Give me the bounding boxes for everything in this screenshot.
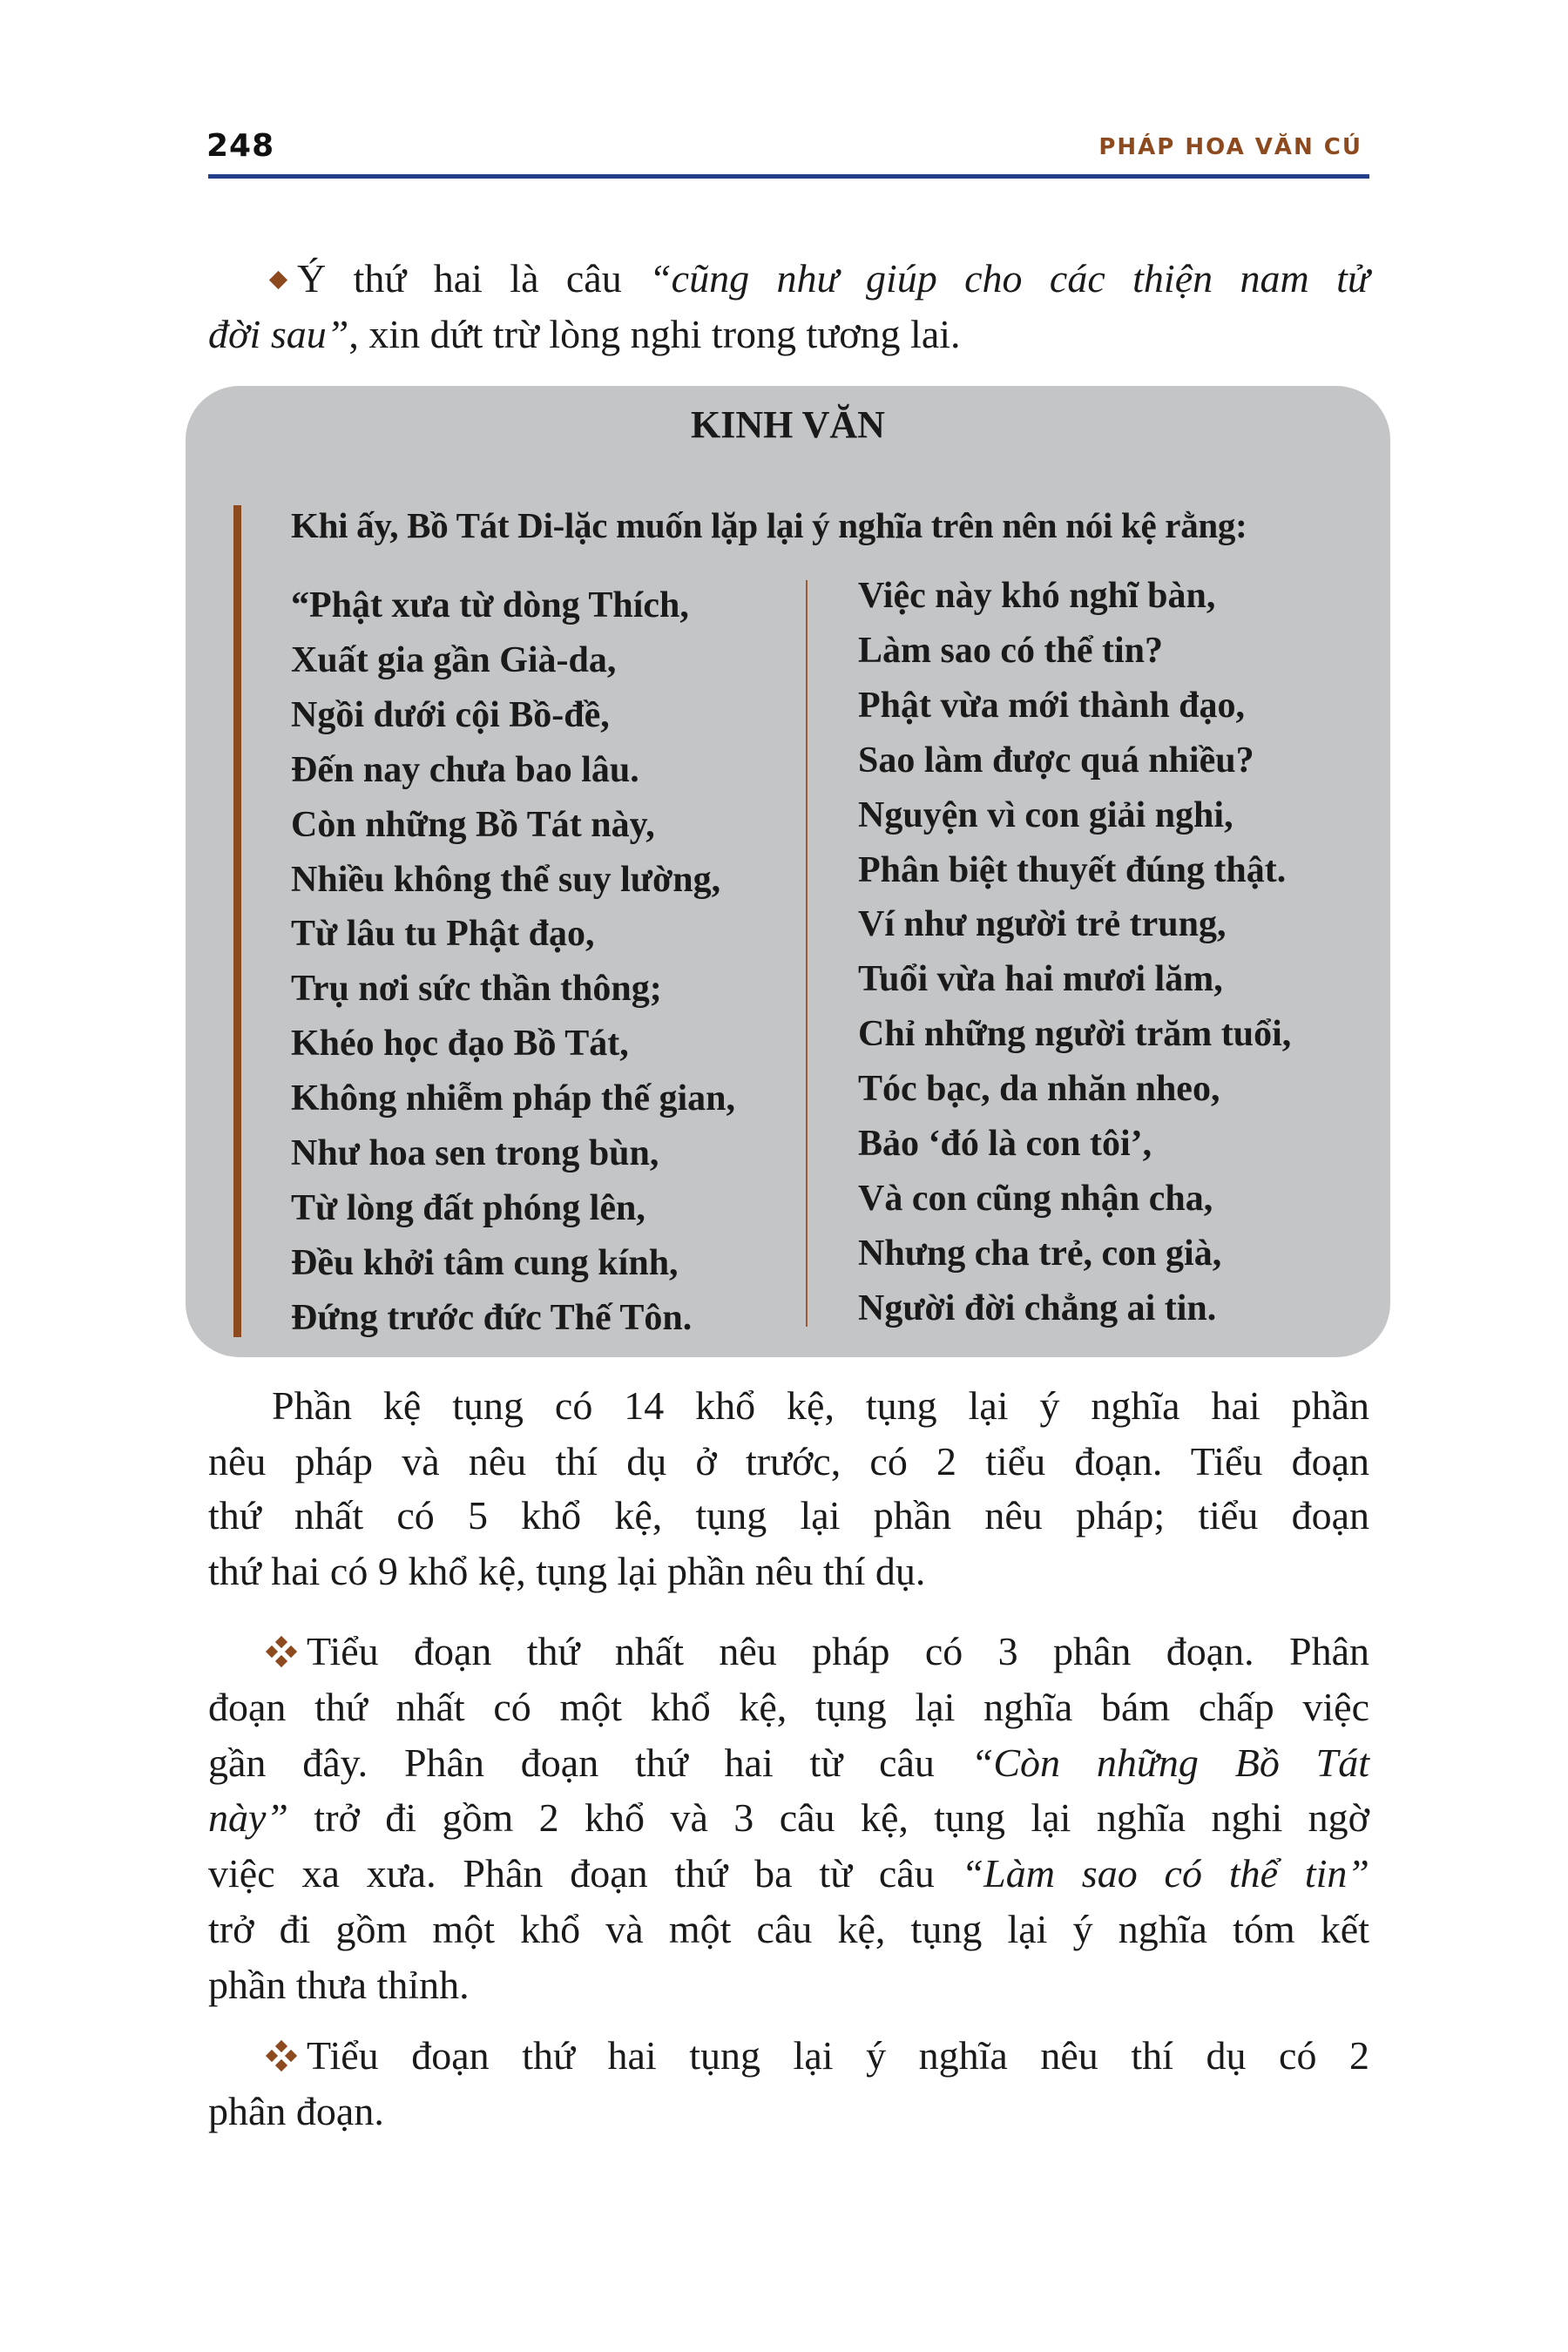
sutra-accent-bar — [233, 505, 241, 1337]
verse-line: Phân biệt thuyết đúng thật. — [858, 849, 1287, 890]
verse-line: Tuổi vừa hai mươi lăm, — [858, 959, 1223, 1000]
paragraph-line: phân đoạn. — [208, 2089, 384, 2133]
verse-line: Chỉ những người trăm tuổi, — [858, 1014, 1292, 1055]
italic-quote: “Làm sao có thể tin” — [961, 1851, 1369, 1896]
text-run: Tiểu đoạn thứ nhất nêu pháp có 3 phân đoạn. Phân — [307, 1629, 1369, 1673]
verse-line: Nhiều không thể suy lường, — [291, 859, 721, 900]
header-rule — [208, 174, 1369, 179]
paragraph-line — [208, 1790, 1369, 1845]
diamond-bullet-icon — [269, 271, 287, 289]
four-diamond-bullet-icon — [267, 1637, 296, 1666]
text-run: trở đi gồm một khổ và một câu kệ, tụng lại ý nghĩa tóm kết — [208, 1907, 1369, 1951]
verse-line: Tóc bạc, da nhăn nheo, — [858, 1069, 1220, 1110]
paragraph-line — [208, 1902, 1369, 1957]
verse-line: Còn những Bồ Tát này, — [291, 804, 655, 845]
text-run: trở đi gồm 2 khổ và 3 câu kệ, tụng lại nghĩa nghi ngờ — [288, 1795, 1369, 1840]
paragraph-line — [208, 307, 1369, 362]
italic-quote: “cũng như giúp cho các thiện nam tử — [649, 256, 1369, 301]
verse-line: Bảo ‘đó là con tôi’, — [858, 1124, 1152, 1164]
paragraph-line — [208, 1680, 1369, 1734]
italic-quote: đời sau” — [208, 312, 349, 356]
verse-line: Không nhiễm pháp thế gian, — [291, 1078, 735, 1119]
paragraph-line — [267, 1624, 1369, 1679]
verse-line: Và con cũng nhận cha, — [858, 1178, 1213, 1219]
text-run: , xin dứt trừ lòng nghi trong tương lai. — [348, 312, 961, 356]
verse-line: Trụ nơi sức thần thông; — [291, 969, 662, 1010]
four-diamond-bullet-icon — [267, 2041, 296, 2071]
text-run: gần đây. Phân đoạn thứ hai từ câu — [208, 1740, 971, 1785]
paragraph-line: thứ nhất có 5 khổ kệ, tụng lại phần nêu pháp; tiểu đoạn — [208, 1493, 1369, 1538]
verse-line: Ví như người trẻ trung, — [858, 904, 1227, 945]
column-divider — [806, 580, 808, 1327]
verse-line: Đều khởi tâm cung kính, — [291, 1242, 679, 1283]
verse-line: Ngồi dưới cội Bồ-đề, — [291, 694, 610, 735]
verse-line: Việc này khó nghĩ bàn, — [858, 576, 1216, 616]
paragraph-line — [267, 2028, 1369, 2083]
verse-line: Từ lòng đất phóng lên, — [291, 1187, 645, 1228]
verse-line: Làm sao có thể tin? — [858, 630, 1163, 671]
verse-line: Sao làm được quá nhiều? — [858, 740, 1254, 781]
italic-quote: này” — [208, 1795, 288, 1840]
verse-line: Phật vừa mới thành đạo, — [858, 685, 1246, 726]
paragraph-line — [272, 251, 1369, 306]
text-run: việc xa xưa. Phân đoạn thứ ba từ câu — [208, 1851, 962, 1896]
text-run: phần thưa thỉnh. — [208, 1963, 470, 2007]
text-run: Ý thứ hai là câu — [297, 256, 650, 301]
verse-line: “Phật xưa từ dòng Thích, — [291, 585, 689, 625]
verse-line: Người đời chẳng ai tin. — [858, 1288, 1217, 1328]
text-run: Tiểu đoạn thứ hai tụng lại ý nghĩa nêu thí dụ có 2 — [307, 2033, 1369, 2078]
verse-line: Đứng trước đức Thế Tôn. — [291, 1297, 693, 1338]
paragraph-line: Phần kệ tụng có 14 khổ kệ, tụng lại ý nghĩa hai phần — [272, 1383, 1369, 1428]
paragraph-line — [208, 1957, 1369, 2012]
verse-line: Nhưng cha trẻ, con già, — [858, 1233, 1222, 1274]
paragraph-line: nêu pháp và nêu thí dụ ở trước, có 2 tiểu đoạn. Tiểu đoạn — [208, 1439, 1369, 1484]
verse-line: Xuất gia gần Già-da, — [291, 639, 617, 680]
sutra-title: KINH VĂN — [691, 403, 885, 446]
verse-line: Đến nay chưa bao lâu. — [291, 749, 639, 790]
paragraph-line — [208, 1735, 1369, 1790]
page-number: 248 — [206, 128, 275, 164]
paragraph-line: thứ hai có 9 khổ kệ, tụng lại phần nêu thí dụ. — [208, 1549, 926, 1593]
italic-quote: “Còn những Bồ Tát — [970, 1740, 1369, 1785]
running-header-title: PHÁP HOA VĂN CÚ — [1098, 134, 1362, 160]
verse-line: Nguyện vì con giải nghi, — [858, 794, 1233, 835]
verse-line: Như hoa sen trong bùn, — [291, 1133, 659, 1173]
sutra-intro: Khi ấy, Bồ Tát Di-lặc muốn lặp lại ý nghĩa trên nên nói kệ rằng: — [291, 505, 1247, 545]
verse-line: Từ lâu tu Phật đạo, — [291, 914, 595, 955]
text-run: đoạn thứ nhất có một khổ kệ, tụng lại nghĩa bám chấp việc — [208, 1685, 1369, 1729]
paragraph-line — [208, 1846, 1369, 1901]
verse-line: Khéo học đạo Bồ Tát, — [291, 1024, 629, 1064]
